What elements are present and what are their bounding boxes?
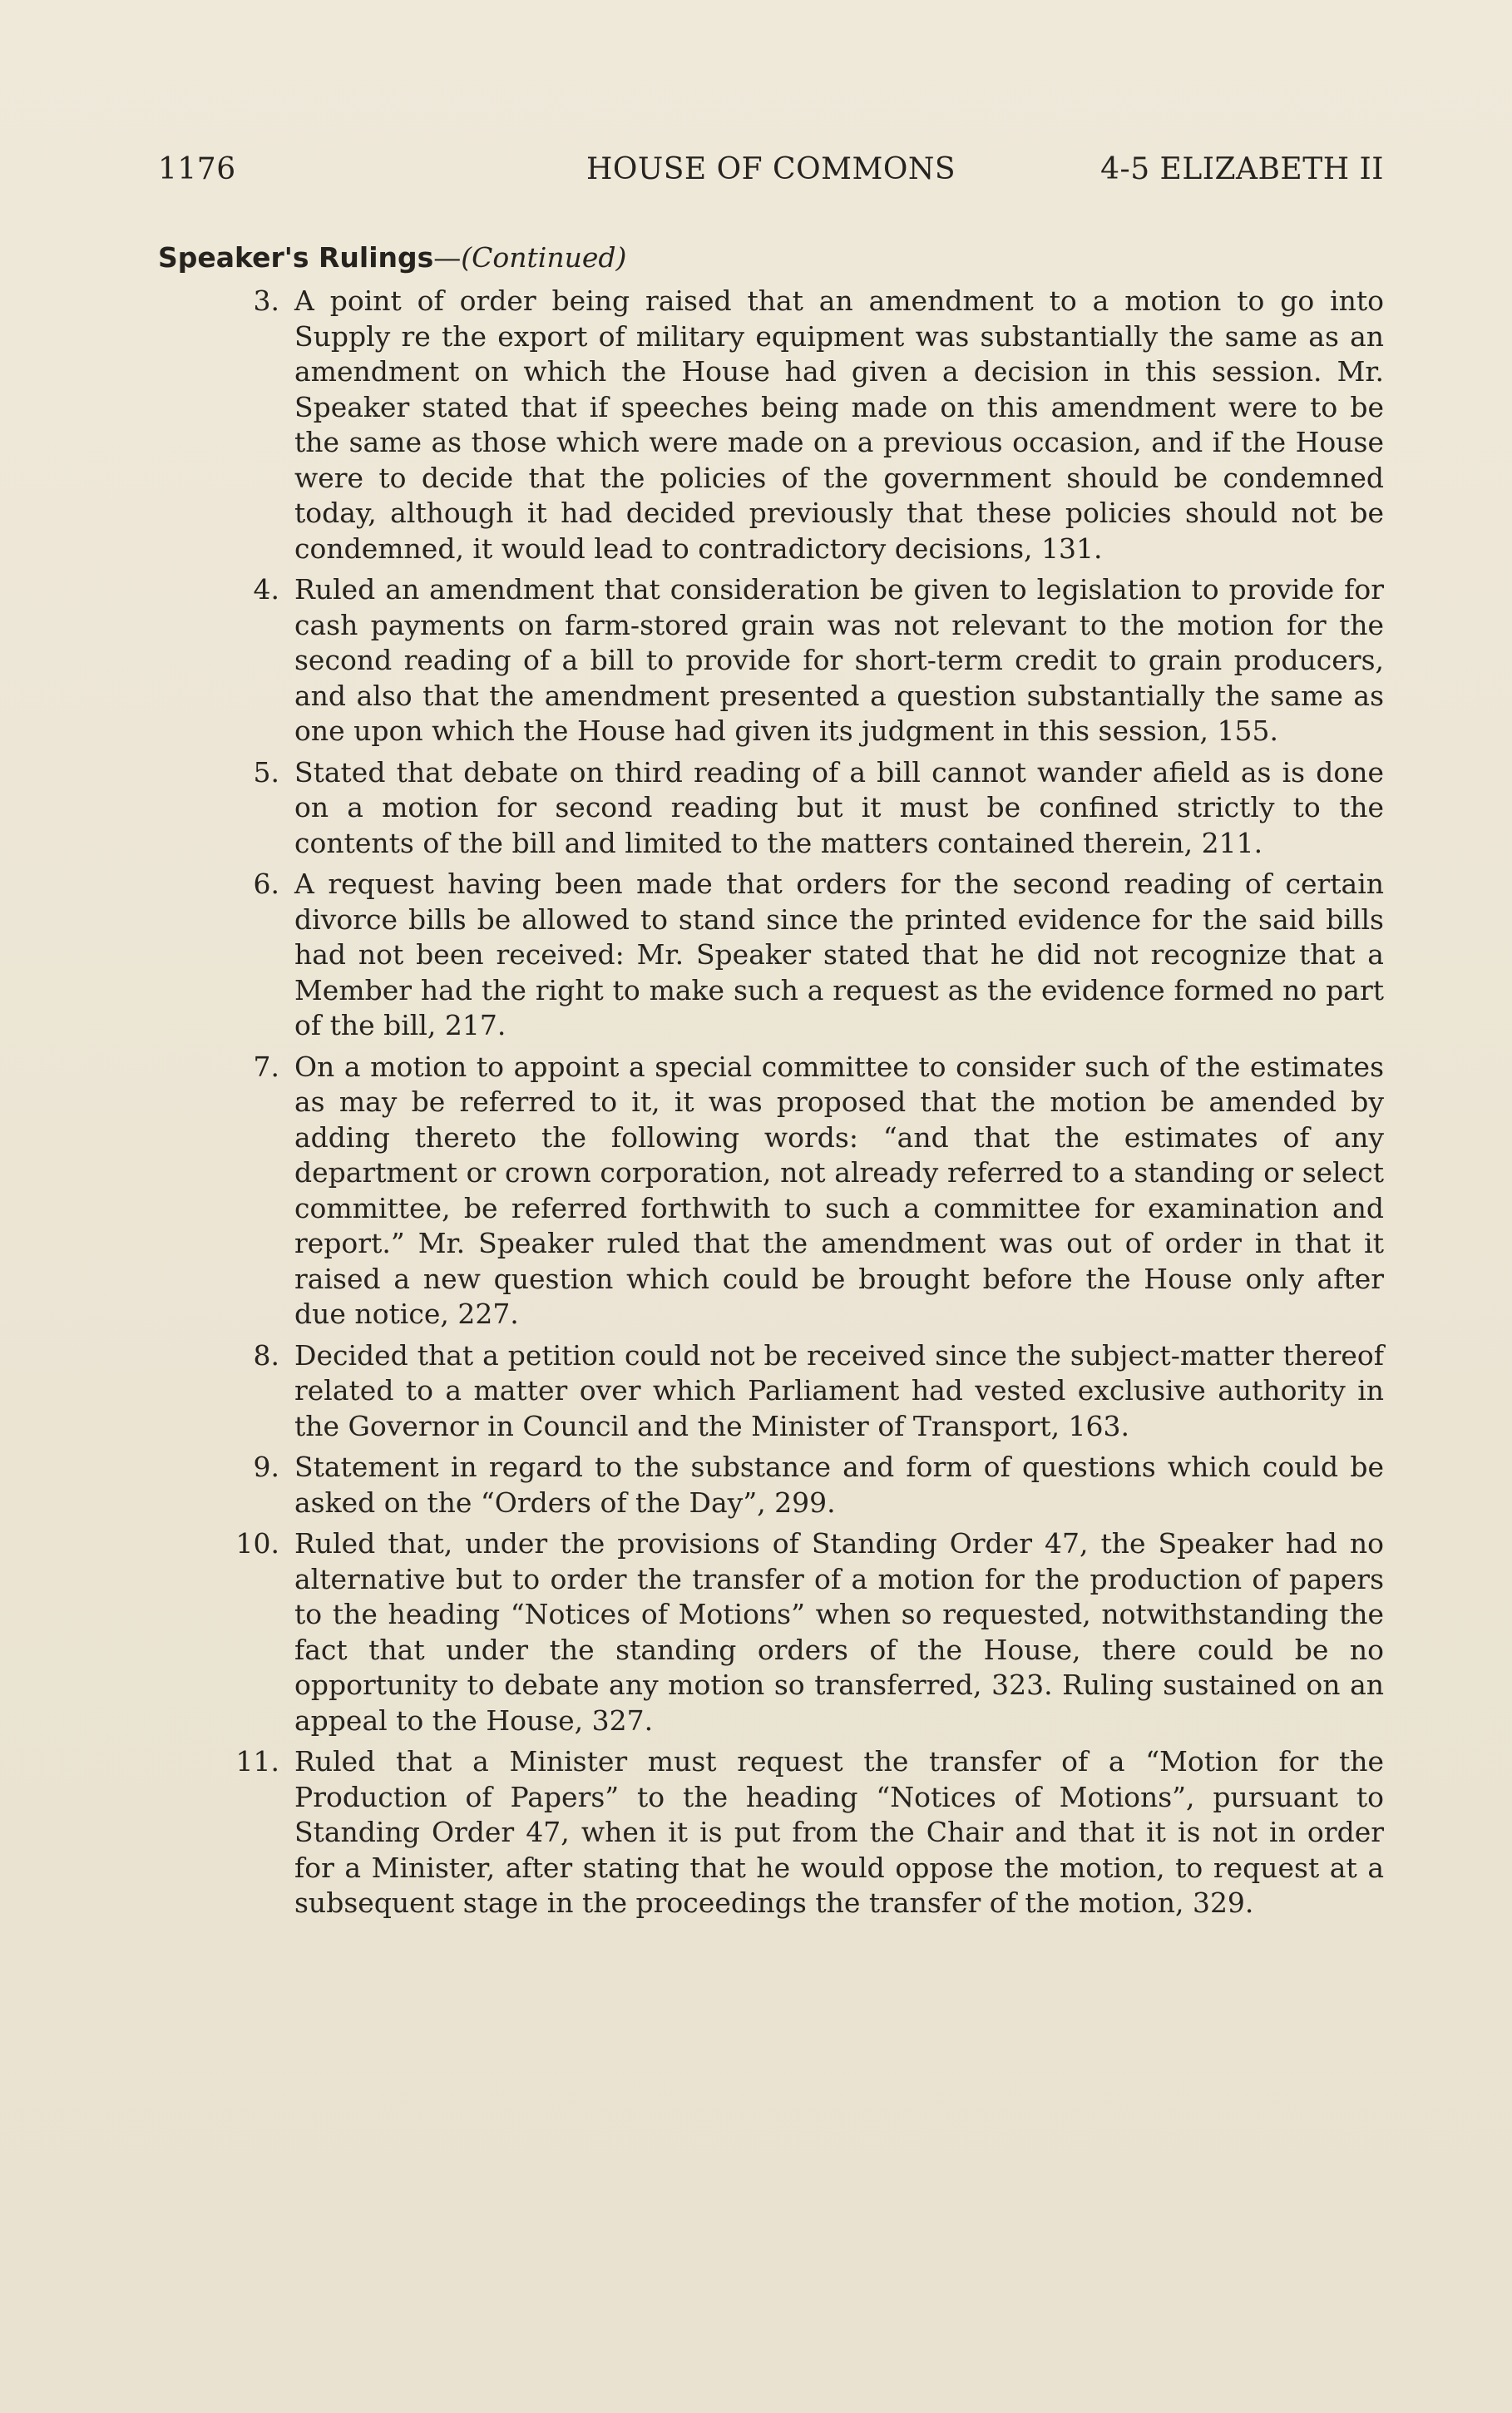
ruling-number: 11.: [235, 1745, 279, 1778]
ruling-number: 8.: [253, 1338, 279, 1372]
ruling-item: [158, 755, 1384, 862]
ruling-item: [158, 284, 1384, 566]
ruling-text: A request having been made that orders for the second reading of certain divorce bills be allowed to stand since the printed evidence for the said bills had not been received: Mr. Speaker stated that he did not recognize that a Member had the right to make such a request as the evidence formed no part of the bill, 217.: [294, 868, 1384, 1041]
ruling-text: Ruled that a Minister must request the transfer of a “Motion for the Production of Papers” to the heading “Notices of Motions”, pursuant to Standing Order 47, when it is put from the Chair and that it is not in order for a Minister, after stating that he would oppose the motion, to request at a subsequent stage in the proceedings the transfer of the motion, 329.: [294, 1745, 1384, 1919]
ruling-text: Statement in regard to the substance and form of questions which could be asked on the “Orders of the Day”, 299.: [294, 1451, 1384, 1519]
section-heading: [158, 241, 626, 274]
session-label: 4-5 ELIZABETH II: [1100, 152, 1384, 186]
rulings-list: [158, 284, 1384, 1927]
ruling-text: A point of order being raised that an amendment to a motion to go into Supply re the export of military equipment was substantially the same as an amendment on which the House had given a decision in this session. Mr. Speaker stated that if speeches being made on this amendment were to be the same as those which were made on a previous occasion, and if the House were to decide that the policies of the government should be condemned today, although it had decided previously that these policies should not be condemned, it would lead to contradictory decisions, 131.: [294, 284, 1384, 565]
ruling-item: [158, 572, 1384, 749]
section-separator: —: [433, 241, 462, 274]
continued-label: (Continued): [461, 241, 627, 274]
ruling-number: 5.: [253, 755, 279, 789]
ruling-number: 4.: [253, 573, 279, 606]
page-number: 1176: [158, 152, 236, 186]
ruling-text: Decided that a petition could not be received since the subject-matter thereof related to a matter over which Parliament had vested exclusive authority in the Governor in Council and the Minister of Transport, 163.: [294, 1338, 1384, 1442]
ruling-item: [158, 1450, 1384, 1520]
ruling-text: Stated that debate on third reading of a bill cannot wander afield as is done on a motion for second reading but it must be confined strictly to the contents of the bill and limited to the matters contained therein, 211.: [294, 755, 1384, 859]
ruling-item: [158, 1338, 1384, 1445]
ruling-text: Ruled an amendment that consideration be given to legislation to provide for cash payments on farm-stored grain was not relevant to the motion for the second reading of a bill to provide for short-term credit to grain producers, and also that the amendment presented a question substantially the same as one upon which the House had given its judgment in this session, 155.: [294, 573, 1384, 747]
ruling-number: 7.: [253, 1050, 279, 1083]
ruling-number: 3.: [253, 284, 279, 317]
ruling-number: 9.: [253, 1451, 279, 1483]
ruling-number: 10.: [235, 1527, 279, 1560]
ruling-number: 6.: [253, 868, 279, 900]
section-title: Speaker's Rulings: [158, 241, 434, 274]
page-header: [158, 152, 1384, 195]
ruling-text: Ruled that, under the provisions of Standing Order 47, the Speaker had no alternative but to order the transfer of a motion for the production of papers to the heading “Notices of Motions” when so requested, notwithstanding the fact that under the standing orders of the House, there could be no opportunity to debate any motion so transferred, 323. Ruling sustained on an appeal to the House, 327.: [294, 1527, 1384, 1737]
ruling-item: [158, 1744, 1384, 1921]
running-title: HOUSE OF COMMONS: [586, 152, 956, 186]
ruling-item: [158, 1050, 1384, 1333]
ruling-item: [158, 867, 1384, 1044]
ruling-item: [158, 1526, 1384, 1738]
ruling-text: On a motion to appoint a special committee to consider such of the estimates as may be referred to it, it was proposed that the motion be amended by adding thereto the following words: “and that the estimates of any department or crown corporation, not already referred to a standing or select committee, be referred forthwith to such a committee for examination and report.” Mr. Speaker ruled that the amendment was out of order in that it raised a new question which could be brought before the House only after due notice, 227.: [294, 1050, 1384, 1330]
